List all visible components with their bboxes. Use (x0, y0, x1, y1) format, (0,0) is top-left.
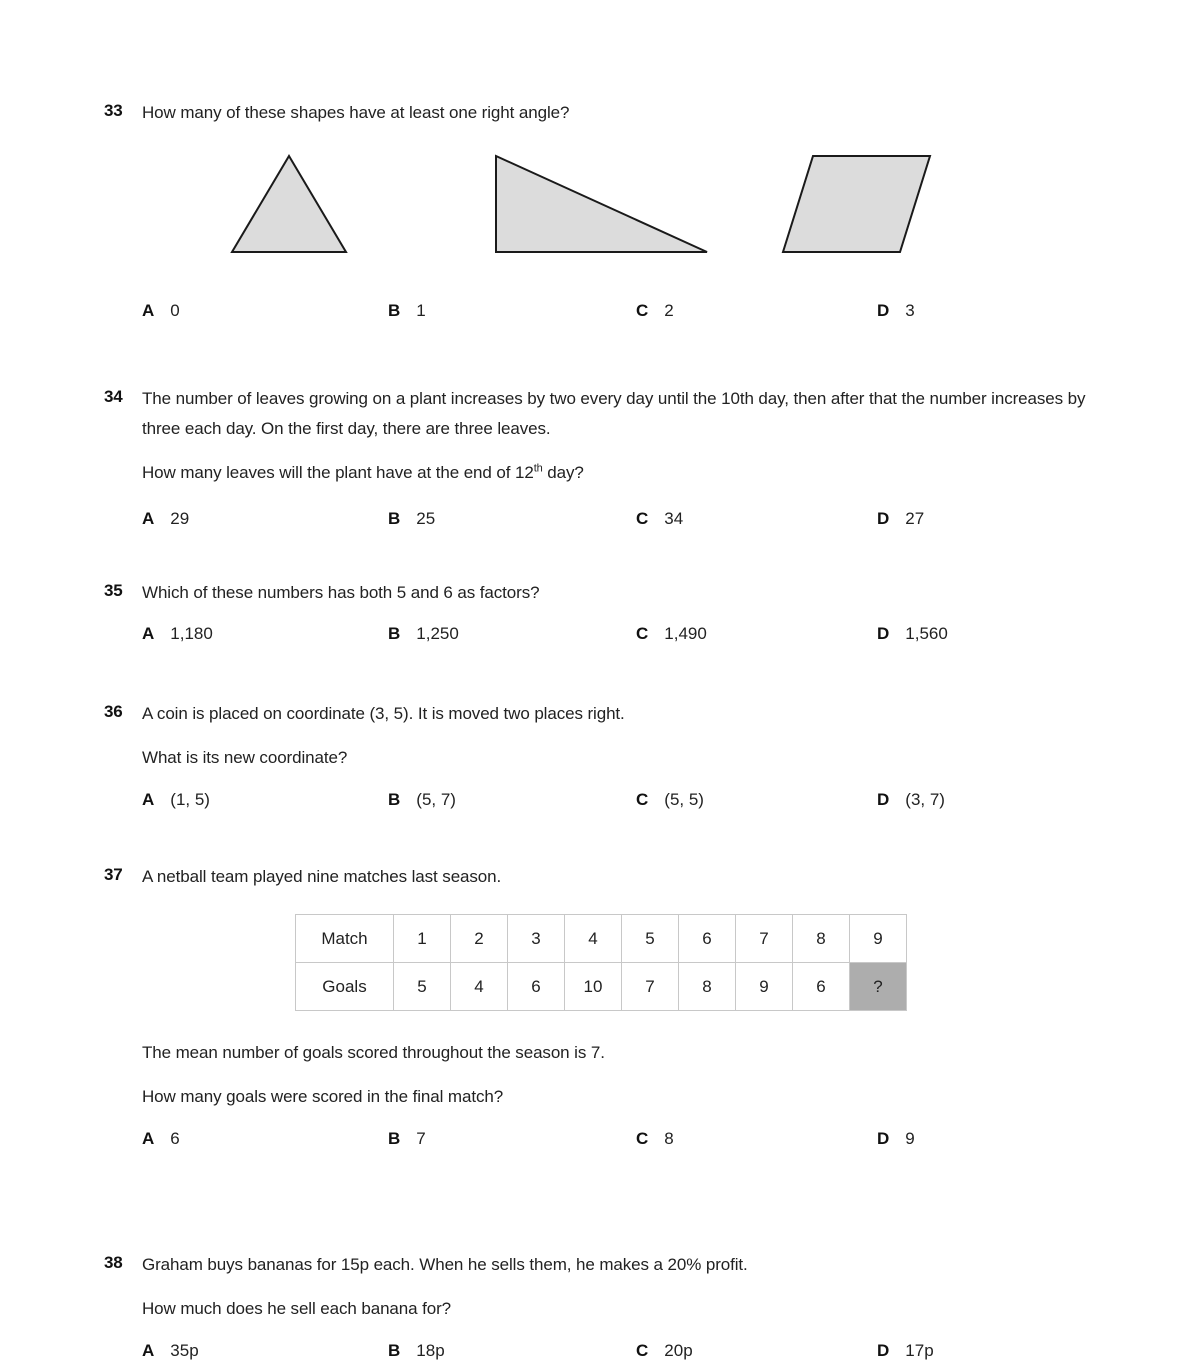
question-34-prompt (104, 384, 1096, 488)
question-33-line-1: How many of these shapes have at least one right angle? (142, 103, 570, 122)
question-37-option-c[interactable] (636, 1124, 674, 1154)
option-value: 2 (664, 301, 674, 320)
option-value: 29 (170, 509, 190, 528)
question-34-line-1: The number of leaves growing on a plant increases by two every day until the 10th day, then after that the number increases by three each day. On the first day, there are three leaves. (142, 389, 1086, 438)
question-37-text (142, 862, 1096, 892)
question-35-option-b[interactable] (388, 619, 459, 649)
option-value: 0 (170, 301, 180, 320)
question-38-option-a[interactable] (142, 1336, 199, 1366)
question-34-option-c[interactable] (636, 504, 683, 534)
match-cell-7: 7 (736, 915, 793, 963)
question-35-line-1: Which of these numbers has both 5 and 6 as factors? (142, 583, 540, 602)
question-35-option-c[interactable] (636, 619, 707, 649)
question-37-followup-text (142, 1038, 1096, 1112)
option-value: (3, 7) (905, 790, 945, 809)
question-36-option-b[interactable] (388, 785, 456, 815)
row-header-match: Match (296, 915, 394, 963)
option-letter: A (142, 624, 155, 643)
option-value: 27 (905, 509, 925, 528)
option-letter: A (142, 1341, 155, 1360)
option-letter: D (877, 1129, 890, 1148)
goals-cell-7: 9 (736, 963, 793, 1011)
question-35-text (142, 578, 1096, 608)
goals-cell-2: 4 (451, 963, 508, 1011)
question-34-option-a[interactable] (142, 504, 189, 534)
question-37-line-1: A netball team played nine matches last season. (142, 867, 502, 886)
question-36 (104, 699, 1096, 815)
match-cell-5: 5 (622, 915, 679, 963)
question-35-prompt (104, 578, 1096, 608)
question-35-options (104, 619, 1096, 649)
option-letter: D (877, 301, 890, 320)
question-33-figure (104, 148, 1096, 268)
question-38 (104, 1250, 1096, 1366)
question-37-option-b[interactable] (388, 1124, 426, 1154)
question-38-prompt (104, 1250, 1096, 1324)
option-letter: A (142, 509, 155, 528)
question-34-number: 34 (104, 387, 123, 406)
option-value: 1 (416, 301, 426, 320)
option-letter: B (388, 301, 401, 320)
question-33-option-c[interactable] (636, 296, 674, 326)
row-header-goals: Goals (296, 963, 394, 1011)
question-34-line-2 (142, 458, 1096, 488)
option-value: (1, 5) (170, 790, 210, 809)
option-letter: A (142, 790, 155, 809)
match-cell-4: 4 (565, 915, 622, 963)
match-cell-1: 1 (394, 915, 451, 963)
question-36-line-2: What is its new coordinate? (142, 748, 348, 767)
shapes-svg (104, 148, 1004, 268)
option-letter: D (877, 624, 890, 643)
option-value: 3 (905, 301, 915, 320)
question-35-option-d[interactable] (877, 619, 948, 649)
goals-cell-8: 6 (793, 963, 850, 1011)
question-38-option-c[interactable] (636, 1336, 693, 1366)
question-38-options (104, 1336, 1096, 1366)
question-37-table-wrap (104, 914, 1096, 1010)
question-38-text (142, 1250, 1096, 1324)
question-33-number: 33 (104, 101, 123, 120)
question-37-option-a[interactable] (142, 1124, 180, 1154)
question-37-followup (104, 1038, 1096, 1112)
question-34-options (104, 504, 1096, 534)
question-33-option-b[interactable] (388, 296, 426, 326)
question-36-options (104, 785, 1096, 815)
acute-triangle-shape (232, 156, 346, 252)
goals-cell-5: 7 (622, 963, 679, 1011)
table-row-goals (296, 963, 907, 1011)
question-38-number: 38 (104, 1253, 123, 1272)
question-34-line-2-main: How many leaves will the plant have at the end of 12 (142, 463, 534, 482)
question-36-line-1: A coin is placed on coordinate (3, 5). It is moved two places right. (142, 704, 625, 723)
option-letter: B (388, 1341, 401, 1360)
match-cell-6: 6 (679, 915, 736, 963)
option-letter: C (636, 790, 649, 809)
question-37-mean-statement: The mean number of goals scored throughout the season is 7. (142, 1043, 605, 1062)
question-36-prompt (104, 699, 1096, 773)
option-value: (5, 7) (416, 790, 456, 809)
question-36-option-c[interactable] (636, 785, 704, 815)
question-34-option-b[interactable] (388, 504, 435, 534)
match-cell-8: 8 (793, 915, 850, 963)
question-36-text (142, 699, 1096, 773)
question-33-options (104, 296, 1096, 326)
match-cell-3: 3 (508, 915, 565, 963)
option-value: (5, 5) (664, 790, 704, 809)
option-value: 17p (905, 1341, 934, 1360)
question-37-number: 37 (104, 865, 123, 884)
question-38-line-1: Graham buys bananas for 15p each. When he sells them, he makes a 20% profit. (142, 1255, 748, 1274)
option-letter: D (877, 1341, 890, 1360)
option-letter: B (388, 624, 401, 643)
table-row-match (296, 915, 907, 963)
right-triangle-shape (496, 156, 707, 252)
goals-cell-6: 8 (679, 963, 736, 1011)
option-letter: C (636, 1129, 649, 1148)
question-34 (104, 384, 1096, 534)
option-value: 1,560 (905, 624, 948, 643)
option-letter: C (636, 301, 649, 320)
match-cell-9: 9 (850, 915, 907, 963)
option-value: 8 (664, 1129, 674, 1148)
option-letter: B (388, 790, 401, 809)
goals-cell-9-unknown: ? (850, 963, 907, 1011)
question-37-prompt (104, 862, 1096, 892)
option-value: 34 (664, 509, 684, 528)
question-33-text (142, 98, 1096, 128)
goals-cell-3: 6 (508, 963, 565, 1011)
question-35-option-a[interactable] (142, 619, 213, 649)
question-38-line-2: How much does he sell each banana for? (142, 1299, 452, 1318)
option-letter: B (388, 509, 401, 528)
question-37-options (104, 1124, 1096, 1154)
option-letter: A (142, 1129, 155, 1148)
option-value: 6 (170, 1129, 180, 1148)
question-37 (104, 862, 1096, 1154)
question-33-option-a[interactable] (142, 296, 180, 326)
option-value: 1,180 (170, 624, 213, 643)
option-letter: A (142, 301, 155, 320)
option-letter: C (636, 509, 649, 528)
option-value: 9 (905, 1129, 915, 1148)
question-38-option-b[interactable] (388, 1336, 445, 1366)
option-letter: B (388, 1129, 401, 1148)
goals-table (295, 914, 907, 1011)
question-36-option-d[interactable] (877, 785, 945, 815)
option-letter: D (877, 509, 890, 528)
option-value: 25 (416, 509, 436, 528)
option-value: 1,250 (416, 624, 459, 643)
goals-cell-4: 10 (565, 963, 622, 1011)
match-cell-2: 2 (451, 915, 508, 963)
question-35 (104, 578, 1096, 649)
question-37-question-line: How many goals were scored in the final match? (142, 1087, 504, 1106)
option-value: 1,490 (664, 624, 707, 643)
question-34-option-d[interactable] (877, 504, 924, 534)
question-37-option-d[interactable] (877, 1124, 915, 1154)
question-34-line-2-tail: day? (542, 463, 584, 482)
option-letter: C (636, 1341, 649, 1360)
option-letter: D (877, 790, 890, 809)
option-value: 7 (416, 1129, 426, 1148)
question-33 (104, 98, 1096, 326)
question-33-prompt (104, 98, 1096, 128)
question-36-number: 36 (104, 702, 123, 721)
question-34-text (142, 384, 1096, 488)
option-letter: C (636, 624, 649, 643)
option-value: 35p (170, 1341, 199, 1360)
goals-cell-1: 5 (394, 963, 451, 1011)
question-36-option-a[interactable] (142, 785, 210, 815)
parallelogram-shape (783, 156, 930, 252)
question-35-number: 35 (104, 581, 123, 600)
ordinal-superscript: th (533, 462, 543, 475)
option-value: 18p (416, 1341, 445, 1360)
question-38-option-d[interactable] (877, 1336, 934, 1366)
question-33-option-d[interactable] (877, 296, 915, 326)
option-value: 20p (664, 1341, 693, 1360)
